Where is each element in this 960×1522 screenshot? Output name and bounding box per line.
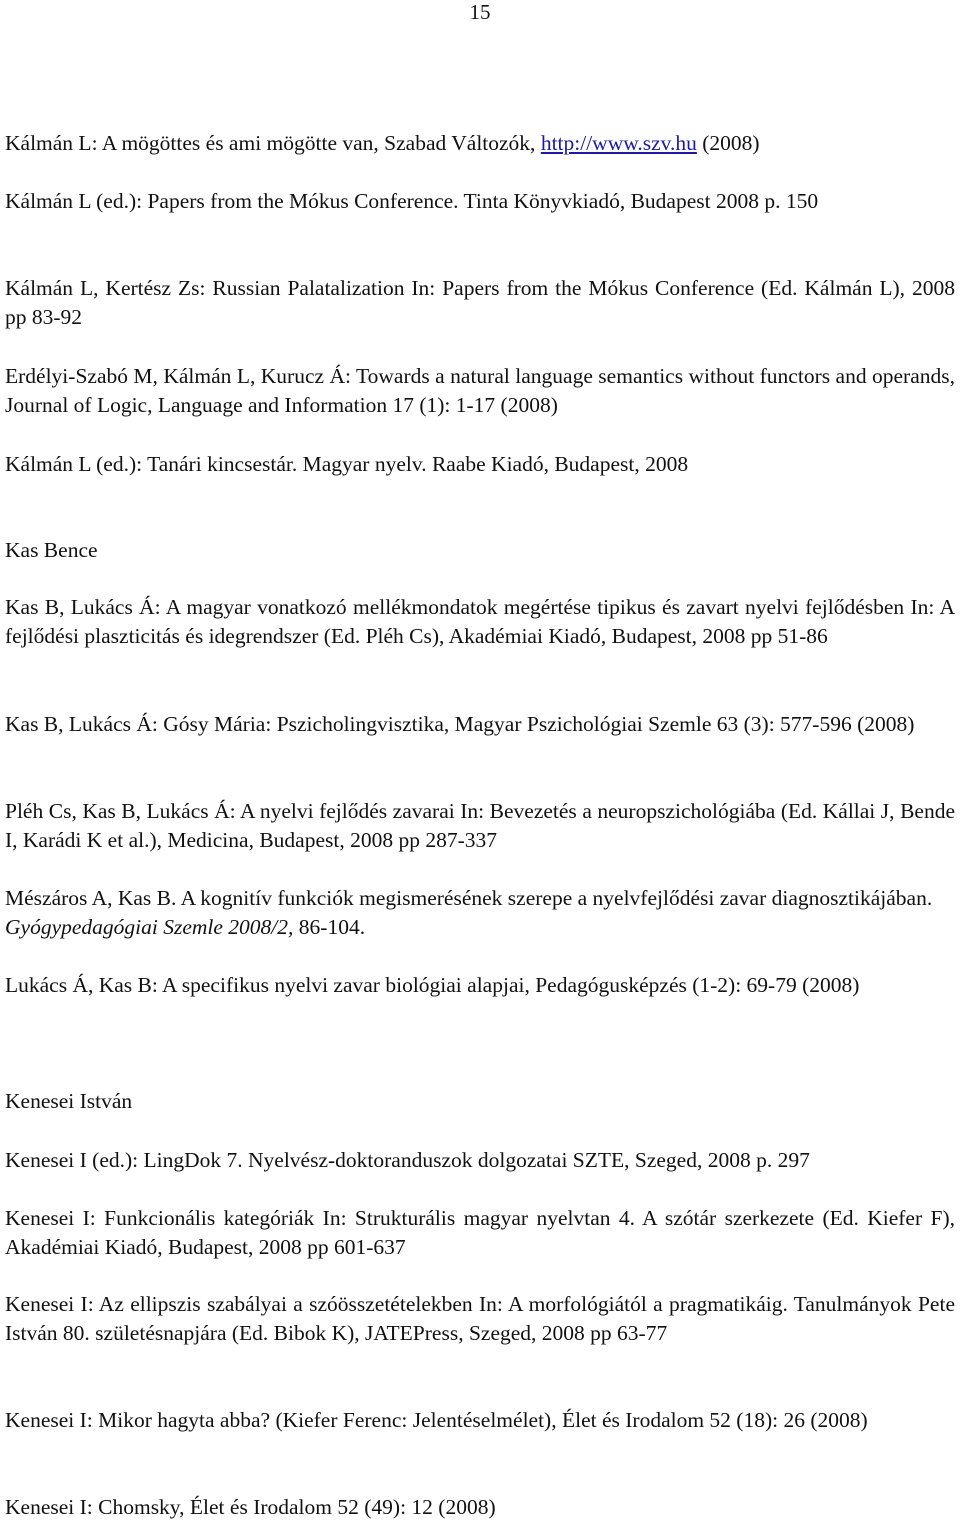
reference-text: Kálmán L: A mögöttes és ami mögötte van, Szabad Változók, bbox=[5, 131, 541, 155]
reference-entry: Kálmán L (ed.): Tanári kincsestár. Magyar nyelv. Raabe Kiadó, Budapest, 2008 bbox=[5, 452, 689, 476]
reference-text: Mészáros A, Kas B. A kognitív funkciók megismerésének szerepe a nyelvfejlődési zavar diagnosztikájában. bbox=[5, 886, 933, 910]
reference-entry: Kálmán L (ed.): Papers from the Mókus Conference. Tinta Könyvkiadó, Budapest 2008 p. 150 bbox=[5, 189, 819, 213]
page-number: 15 bbox=[469, 0, 491, 24]
reference-entry: Kálmán L, Kertész Zs: Russian Palatalization In: Papers from the Mókus Conference (Ed. Kálmán L), 2008 pp 83-92 bbox=[5, 276, 955, 329]
reference-entry: Lukács Á, Kas B: A specifikus nyelvi zavar biológiai alapjai, Pedagógusképzés (1-2): 69-79 (2008) bbox=[5, 973, 860, 997]
reference-entry bbox=[5, 129, 955, 158]
journal-title: Gyógypedagógiai Szemle 2008/2, bbox=[5, 915, 294, 939]
reference-entry: Kenesei I (ed.): LingDok 7. Nyelvész-doktoranduszok dolgozatai SZTE, Szeged, 2008 p. 297 bbox=[5, 1148, 810, 1172]
reference-text: 86-104. bbox=[293, 915, 366, 939]
reference-text: (2008) bbox=[696, 131, 760, 155]
reference-entry: Kas B, Lukács Á: Gósy Mária: Pszicholingvisztika, Magyar Pszichológiai Szemle 63 (3): 577-596 (2008) bbox=[5, 712, 915, 736]
reference-entry: Erdélyi-Szabó M, Kálmán L, Kurucz Á: Towards a natural language semantics without functors and operands, Journal of Logic, Language and Information 17 (1): 1-17 (2008) bbox=[5, 364, 955, 417]
reference-entry: Pléh Cs, Kas B, Lukács Á: A nyelvi fejlődés zavarai In: Bevezetés a neuropszichológiába (Ed. Kállai J, Bende I, Karádi K et al.), Medicina, Budapest, 2008 pp 287-337 bbox=[5, 799, 955, 852]
author-heading: Kenesei István bbox=[5, 1089, 133, 1113]
reference-entry bbox=[5, 884, 955, 942]
reference-entry: Kenesei I: Az ellipszis szabályai a szóösszetételekben In: A morfológiától a pragmatikáig. Tanulmányok Pete István 80. születésnapjára (Ed. Bibok K), JATEPress, Szeged, 2008 pp 63-77 bbox=[5, 1292, 955, 1345]
author-heading: Kas Bence bbox=[5, 538, 98, 562]
reference-entry: Kas B, Lukács Á: A magyar vonatkozó mellékmondatok megértése tipikus és zavart nyelvi fejlődésben In: A fejlődési plaszticitás és idegrendszer (Ed. Pléh Cs), Akadémiai Kiadó, Budapest, 2008 pp 51-86 bbox=[5, 595, 955, 648]
reference-entry: Kenesei I: Mikor hagyta abba? (Kiefer Ferenc: Jelentéselmélet), Élet és Irodalom 52 (18): 26 (2008) bbox=[5, 1408, 868, 1432]
reference-link[interactable]: http://www.szv.hu bbox=[540, 131, 697, 155]
reference-entry: Kenesei I: Funkcionális kategóriák In: Strukturális magyar nyelvtan 4. A szótár szerkezete (Ed. Kiefer F), Akadémiai Kiadó, Budapest, 2008 pp 601-637 bbox=[5, 1206, 955, 1259]
reference-entry: Kenesei I: Chomsky, Élet és Irodalom 52 (49): 12 (2008) bbox=[5, 1495, 496, 1519]
